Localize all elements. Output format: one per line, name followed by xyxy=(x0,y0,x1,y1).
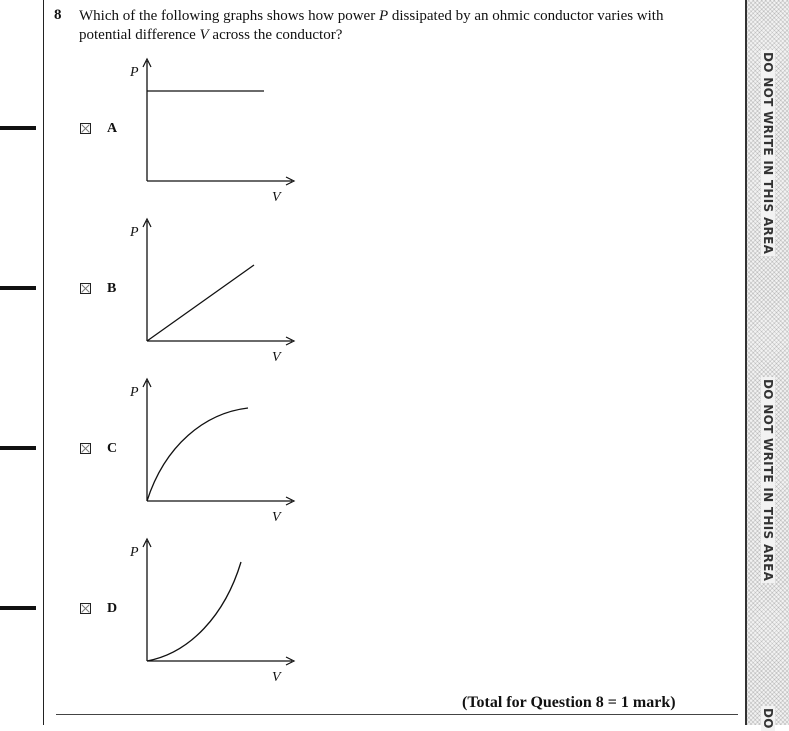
graph-b-y-label: P xyxy=(130,225,139,240)
margin-warning-1-text: DO NOT WRITE IN THIS AREA xyxy=(761,52,775,255)
option-letter-d: D xyxy=(107,601,118,616)
graph-d-curve xyxy=(147,562,241,661)
graph-d-x-label: V xyxy=(272,670,281,685)
margin-tick-d xyxy=(0,606,36,610)
question-number: 8 xyxy=(54,7,62,23)
graph-c-y-label: P xyxy=(130,385,139,400)
question-total-marks: (Total for Question 8 = 1 mark) xyxy=(462,694,676,711)
graph-d-y-label: P xyxy=(130,545,139,560)
answer-checkbox-b[interactable] xyxy=(80,283,91,294)
question-text-part-1: Which of the following graphs shows how power xyxy=(79,8,379,24)
voltage-symbol: V xyxy=(199,27,209,43)
graph-b-x-label: V xyxy=(272,350,281,365)
answer-checkbox-c[interactable] xyxy=(80,443,91,454)
question-text-part-2: dissipated by an ohmic conductor varies with potential difference xyxy=(79,8,664,43)
margin-warning-3-text: DO xyxy=(761,708,775,729)
bottom-rule xyxy=(56,714,738,715)
graph-c xyxy=(110,375,300,525)
option-letter-a: A xyxy=(107,121,118,136)
graph-c-curve xyxy=(147,408,248,501)
power-symbol: P xyxy=(378,8,389,24)
left-margin-rule xyxy=(43,0,44,725)
margin-tick-c xyxy=(0,446,36,450)
option-letter-b: B xyxy=(107,281,117,296)
margin-tick-b xyxy=(0,286,36,290)
question-text-part-3: across the conductor? xyxy=(208,27,343,43)
margin-tick-a xyxy=(0,126,36,130)
answer-checkbox-a[interactable] xyxy=(80,123,91,134)
margin-warning-2-text: DO NOT WRITE IN THIS AREA xyxy=(761,379,775,582)
graph-b xyxy=(110,215,300,365)
answer-checkbox-d[interactable] xyxy=(80,603,91,614)
graph-a-x-label: V xyxy=(272,190,281,205)
graph-a-y-label: P xyxy=(130,65,139,80)
graph-b-curve xyxy=(147,265,254,341)
option-letter-c: C xyxy=(107,441,118,456)
question-text xyxy=(79,7,679,45)
graph-d xyxy=(110,535,300,685)
graph-c-x-label: V xyxy=(272,510,281,525)
graph-a xyxy=(110,55,300,205)
